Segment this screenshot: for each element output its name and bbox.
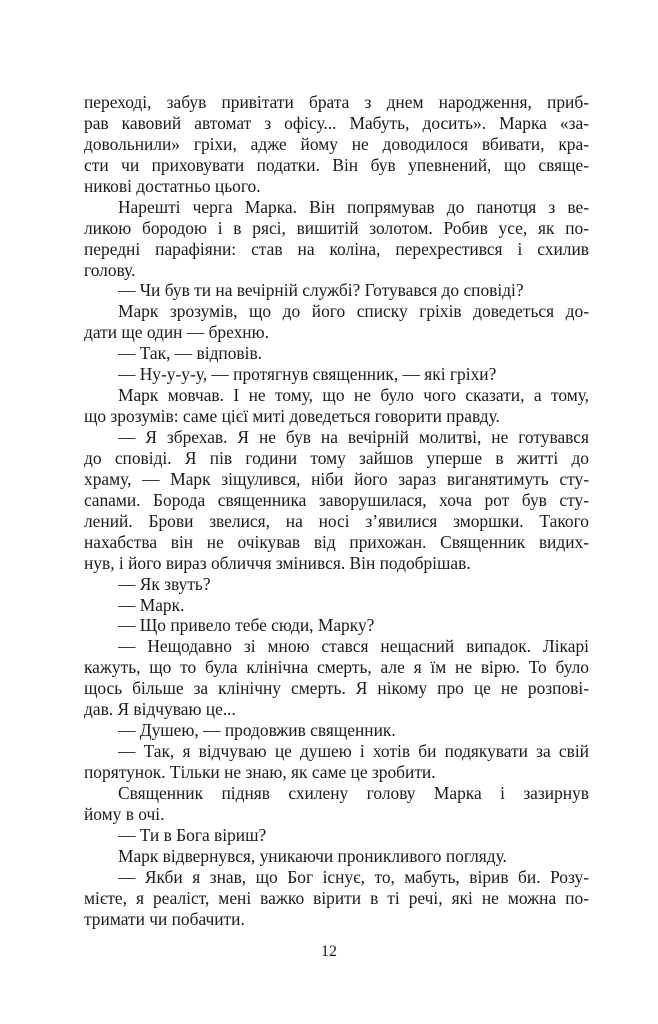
text-line: Марк зрозумів, що до його списку гріхів доведеться до- xyxy=(118,301,589,322)
text-line: — Ти в Бога віриш? xyxy=(118,824,267,845)
text-line: Марк відвернувся, уникаючи проникливого погляду. xyxy=(118,845,507,866)
text-line: порятунок. Тільки не знаю, як саме це зробити. xyxy=(84,762,436,782)
text-line: кажуть, що то була клінічна смерть, але я їм не вірю. То було xyxy=(84,657,589,678)
text-line: лений. Брови звелися, на носі з’явилися зморшки. Такого xyxy=(84,510,589,531)
text-line: — Як звуть? xyxy=(118,573,211,594)
text-line: — Так, я відчуваю це душею і хотів би подякувати за свій xyxy=(118,741,589,762)
text-line: — Ну-у-у-у, — протягнув священник, — які гріхи? xyxy=(118,364,497,385)
text-line: — Чи був ти на вечірній службі? Готувався до сповіді? xyxy=(118,280,524,301)
text-line: тримати чи побачити. xyxy=(84,908,245,929)
text-line: — Марк. xyxy=(118,594,185,615)
text-line: що зрозумів: саме цієї миті доведеться говорити правду. xyxy=(84,406,500,427)
text-line: Священник підняв схилену голову Марка і зазирнув xyxy=(118,782,589,803)
text-line: сanами. Борода священника заворушилася, хоча рот був сту- xyxy=(84,489,589,510)
text-line: — Душею, — продовжив священник. xyxy=(118,720,396,741)
text-line: рав кавовий автомат з офісу... Мабуть, досить». Марка «за- xyxy=(84,112,589,133)
text-line: нув, і його вираз обличчя змінився. Він подобрішав. xyxy=(84,552,471,573)
text-line: — Так, — відповів. xyxy=(118,343,263,364)
text-line: Марк мовчав. І не тому, що не було чого сказати, а тому, xyxy=(118,385,589,406)
text-line: йому в очі. xyxy=(84,803,165,824)
text-line: — Якби я знав, що Бог існує, то, мабуть, вірив би. Розу- xyxy=(118,866,589,887)
text-line: — Я збрехав. Я не був на вечірній молитві, не готувався xyxy=(118,427,589,447)
text-line: щось більше за клінічну смерть. Я нікому про це не розпові- xyxy=(84,678,589,699)
text-line: дати ще один — брехню. xyxy=(84,322,269,343)
text-line: переході, забув привітати брата з днем народження, приб- xyxy=(84,92,589,112)
text-line: — Нещодавно зі мною стався нещасний випадок. Лікарі xyxy=(118,636,589,657)
text-line: передні парафіяни: став на коліна, перехрестився і схилив xyxy=(84,238,589,259)
text-line: ликою бородою і в рясі, вишитій золотом. Робив усе, як по- xyxy=(84,217,589,238)
text-line: мієте, я реаліст, мені важко вірити в ті речі, які не можна по- xyxy=(84,887,589,908)
text-line: сти чи приховувати податки. Він був упевнений, що свяще- xyxy=(84,154,589,175)
text-line: храму, — Марк зіщулився, ніби його зараз виганятимуть сту- xyxy=(84,468,589,489)
body-text xyxy=(84,92,589,930)
text-line: до сповіді. Я пів години тому зайшов уперше в житті до xyxy=(84,447,589,468)
text-line: — Що привело тебе сюди, Марку? xyxy=(118,615,375,636)
text-line: никові достатньо цього. xyxy=(84,175,261,196)
text-line: Нарешті черга Марка. Він попрямував до панотця з ве- xyxy=(118,196,589,217)
text-line: нахабства він не очікував від прихожан. Священник видих- xyxy=(84,531,589,552)
text-line: довольнили» гріхи, адже йому не доводилося вбивати, кра- xyxy=(84,133,589,154)
page-number: 12 xyxy=(321,943,337,960)
text-line: дав. Я відчуваю це... xyxy=(84,699,236,720)
text-line: голову. xyxy=(84,259,136,280)
